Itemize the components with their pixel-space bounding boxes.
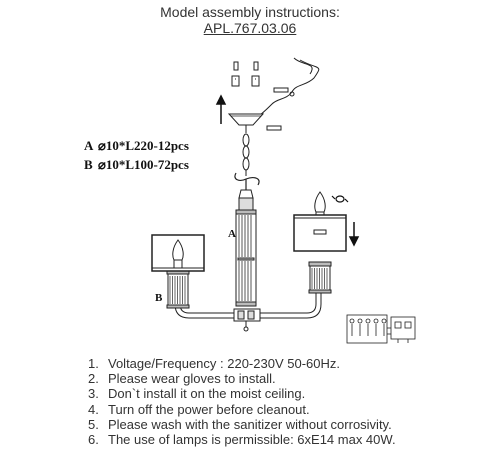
instruction-text: Please wash with the sanitizer without corrosivity. <box>108 416 392 432</box>
part-a <box>84 136 189 155</box>
instruction-text: Voltage/Frequency : 220-230V 50-60Hz. <box>108 356 340 371</box>
callout-b: B <box>155 292 163 304</box>
shade-fixing <box>314 230 326 234</box>
crystal-rods-b-left <box>170 276 185 304</box>
part-spec: ⌀10*L100-72pcs <box>98 157 189 172</box>
instructions-list <box>88 356 396 447</box>
terminal-block <box>347 315 415 343</box>
model-number-text: APL.767.03.06 <box>203 20 297 36</box>
instruction-item <box>88 432 396 447</box>
instruction-text: Don`t install it on the moist ceiling. <box>108 386 306 402</box>
instruction-text: Please wear gloves to install. <box>108 371 276 387</box>
mounting-screws <box>232 62 259 86</box>
instruction-number: 2. <box>88 371 99 387</box>
instruction-number: 5. <box>88 416 99 432</box>
part-b <box>84 155 189 174</box>
right-bulb-icon <box>315 192 325 216</box>
parts-list <box>84 136 189 174</box>
hanging-chain <box>243 125 249 176</box>
instruction-item <box>88 417 396 432</box>
instruction-number: 1. <box>88 356 99 371</box>
instruction-number: 3. <box>88 386 99 402</box>
rotate-icon <box>332 196 348 202</box>
instruction-item <box>88 371 396 386</box>
arm-connector <box>234 309 260 331</box>
instruction-text: The use of lamps is permissible: 6xE14 max 40W. <box>108 432 396 448</box>
hook-icon <box>235 173 259 190</box>
instruction-number: 4. <box>88 401 99 417</box>
instruction-item <box>88 402 396 417</box>
up-arrow-icon <box>217 96 225 124</box>
part-letter: A <box>84 138 94 153</box>
instruction-item <box>88 356 396 371</box>
part-letter: B <box>84 157 93 172</box>
part-spec: ⌀10*L220-12pcs <box>98 138 189 153</box>
instruction-text: Turn off the power before cleanout. <box>108 401 310 417</box>
page-title: Model assembly instructions: <box>160 4 340 20</box>
instruction-number: 6. <box>88 432 99 448</box>
down-arrow-icon <box>350 222 358 245</box>
callout-a: A <box>228 228 236 240</box>
instruction-item <box>88 386 396 401</box>
crystal-rods-b-right <box>312 268 327 289</box>
mounting-bracket <box>267 88 288 130</box>
